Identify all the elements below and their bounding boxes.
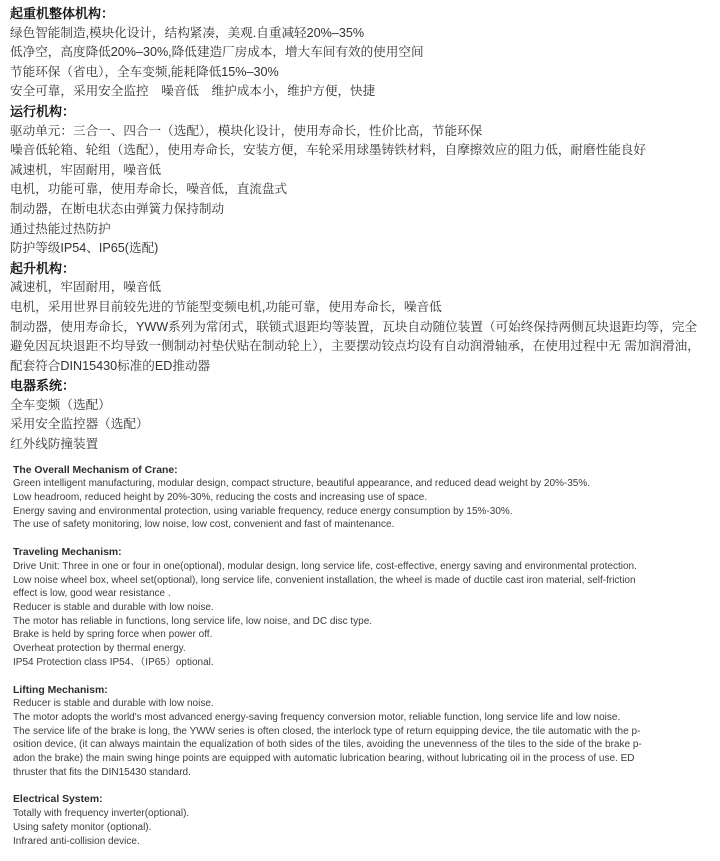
cn-line: 制动器，使用寿命长，YWW系列为常闭式，联锁式退距均等装置，瓦块自动随位装置（可始终保持两侧瓦块退距均等，完全 bbox=[10, 319, 698, 334]
en-line: Infrared anti-collision device. bbox=[13, 835, 140, 847]
en-line: Low headroom, reduced height by 20%-30%, reducing the costs and increasing use of space. bbox=[13, 492, 428, 504]
cn-line: 防护等级IP54、IP65(选配) bbox=[10, 241, 159, 256]
en-line: Reducer is stable and durable with low noise. bbox=[13, 601, 214, 613]
cn-line: 安全可靠，采用安全监控 噪音低 维护成本小，维护方便，快捷 bbox=[10, 84, 376, 99]
cn-line: 减速机，牢固耐用，噪音低 bbox=[10, 162, 162, 177]
en-line: Brake is held by spring force when power off. bbox=[13, 629, 213, 641]
cn-line: 采用安全监控器（选配） bbox=[10, 417, 149, 432]
en-line: Using safety monitor (optional). bbox=[13, 821, 152, 833]
en-section-traveling bbox=[13, 546, 714, 669]
en-line: Overheat protection by thermal energy. bbox=[13, 643, 186, 655]
en-line: Low noise wheel box, wheel set(optional), long service life, convenient installation, the wheel is made of ductile cast iron material, self-friction bbox=[13, 574, 636, 586]
cn-line: 绿色智能制造,模块化设计，结构紧凑，美观.自重减轻20%–35% bbox=[10, 25, 365, 40]
cn-line: 通过热能过热防护 bbox=[10, 221, 111, 236]
en-section-crane-overall bbox=[13, 464, 714, 533]
cn-line: 电机，功能可靠，使用寿命长，噪音低，直流盘式 bbox=[10, 182, 288, 197]
cn-section-electrical bbox=[10, 376, 714, 454]
en-heading-crane-overall: The Overall Mechanism of Crane: bbox=[13, 464, 178, 476]
en-line: Energy saving and environmental protection, using variable frequency, reduce energy consumption by 15%-30%. bbox=[13, 505, 513, 517]
cn-line: 驱动单元：三合一、四合一（选配），模块化设计，使用寿命长，性价比高，节能环保 bbox=[10, 123, 483, 138]
cn-line: 全车变频（选配） bbox=[10, 397, 111, 412]
cn-section-crane-overall bbox=[10, 4, 714, 102]
en-line: The service life of the brake is long, the YWW series is often closed, the interlock type of return equipping device, the tile automatic with the p- bbox=[13, 725, 641, 737]
cn-line: 低净空，高度降低20%–30%,降低建造厂房成本，增大车间有效的使用空间 bbox=[10, 45, 424, 60]
cn-line: 电机，采用世界目前较先进的节能型变频电机,功能可靠，使用寿命长，噪音低 bbox=[10, 299, 442, 314]
cn-line: 节能环保（省电），全车变频,能耗降低15%–30% bbox=[10, 64, 279, 79]
en-heading-traveling: Traveling Mechanism: bbox=[13, 547, 122, 559]
cn-heading-lifting: 起升机构： bbox=[10, 260, 76, 276]
en-line: IP54 Protection class IP54、（IP65）optional. bbox=[13, 656, 214, 668]
en-line: Totally with frequency inverter(optional). bbox=[13, 808, 190, 820]
cn-line: 制动器，在断电状态由弹簧力保持制动 bbox=[10, 201, 225, 216]
cn-heading-electrical: 电器系统： bbox=[10, 378, 76, 394]
cn-line: 配套符合DIN15430标准的ED推动器 bbox=[10, 358, 211, 373]
en-line: Green intelligent manufacturing, modular design, compact structure, beautiful appearance, and reduced dead weight by 20%-35%. bbox=[13, 478, 591, 490]
cn-line: 避免因瓦块退距不均导致一侧制动衬垫伏贴在制动轮上），主要摆动铰点均设有自动润滑轴承，在使用过程中无 需加润滑油， bbox=[10, 339, 700, 354]
en-line: The motor adopts the world's most advanced energy-saving frequency conversion motor, reliable function, long service life and low noise. bbox=[13, 711, 621, 723]
en-line: effect is low, good wear resistance . bbox=[13, 588, 171, 600]
en-line: Drive Unit: Three in one or four in one(optional), modular design, long service life, cost-effective, energy saving and environmental protection. bbox=[13, 560, 637, 572]
en-heading-electrical: Electrical System: bbox=[13, 794, 103, 806]
en-line: adon the brake) the main swing hinge points are equipped with automatic lubrication bearing, without lubricating oil in the process of use. ED bbox=[13, 753, 635, 765]
cn-heading-traveling: 运行机构： bbox=[10, 103, 76, 119]
en-section-lifting bbox=[13, 684, 714, 780]
en-heading-lifting: Lifting Mechanism: bbox=[13, 684, 108, 696]
cn-heading-crane-overall: 起重机整体机构： bbox=[10, 6, 115, 21]
en-line: osition device, (it can always maintain the equalization of both sides of the tiles, avoiding the unevenness of the tiles to the side of the brake p- bbox=[13, 739, 642, 751]
cn-line: 噪音低轮箱、轮组（选配），使用寿命长，安装方便，车轮采用球墨铸铁材料，自摩擦效应的阻力低，耐磨性能良好 bbox=[10, 143, 646, 158]
en-line: The use of safety monitoring, low noise, low cost, convenient and fast of maintenance. bbox=[13, 519, 395, 531]
cn-section-lifting bbox=[10, 259, 714, 377]
cn-line: 减速机，牢固耐用，噪音低 bbox=[10, 280, 162, 295]
cn-section-traveling bbox=[10, 102, 714, 259]
en-line: The motor has reliable in functions, long service life, low noise, and DC disc type. bbox=[13, 615, 373, 627]
en-line: thruster that fits the DIN15430 standard. bbox=[13, 766, 191, 778]
en-line: Reducer is stable and durable with low noise. bbox=[13, 698, 214, 710]
cn-line: 红外线防撞装置 bbox=[10, 437, 99, 452]
english-section bbox=[0, 455, 720, 849]
en-section-electrical bbox=[13, 793, 714, 848]
